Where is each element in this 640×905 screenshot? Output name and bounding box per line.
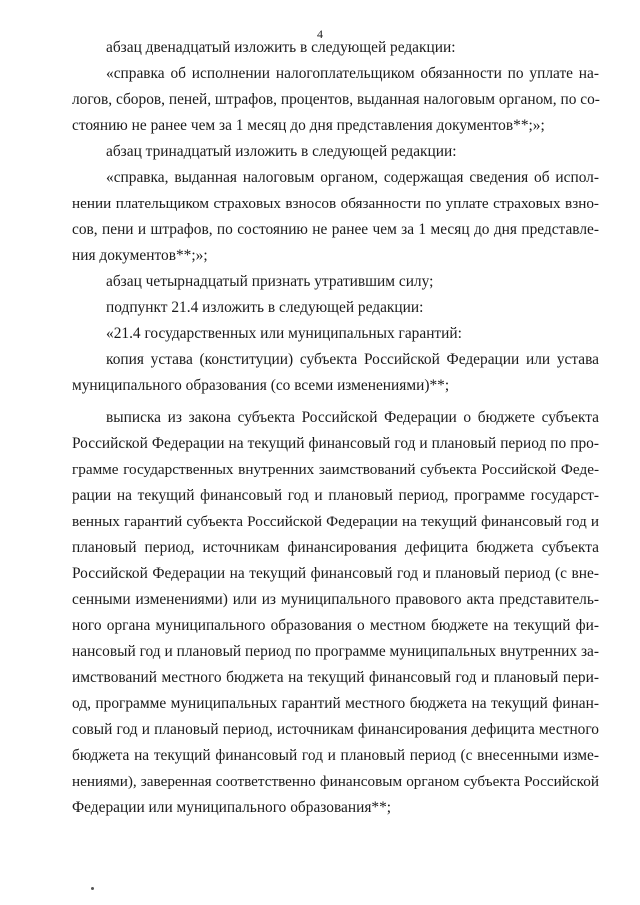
text-line: «справка об исполнении налогоплательщиком обязанности по уплате на-	[106, 65, 599, 82]
text-line: сенными изменениями) или из муниципального правового акта представитель-	[72, 591, 599, 608]
text-line: грамме государственных внутренних заимствований субъекта Российской Феде-	[72, 461, 599, 478]
text-line: венных гарантий субъекта Российской Федерации на текущий финансовый год и	[72, 513, 599, 530]
scan-speck	[91, 887, 94, 890]
text-line: муниципального образования (со всеми изменениями)**;	[72, 377, 450, 394]
text-line: бюджета на текущий финансовый год и плановый период (с внесенными изме-	[72, 747, 599, 764]
text-line: ного органа муниципального образования о местном бюджете на текущий фи-	[72, 617, 599, 634]
text-line: «21.4 государственных или муниципальных гарантий:	[106, 325, 462, 342]
text-line: «справка, выданная налоговым органом, содержащая сведения об испол-	[106, 169, 599, 186]
text-line: имствований местного бюджета на текущий финансовый год и плановый пери-	[72, 669, 599, 686]
text-line: Российской Федерации на текущий финансовый год и плановый период по про-	[72, 435, 599, 452]
text-line: абзац двенадцатый изложить в следующей редакции:	[106, 39, 456, 56]
text-line: абзац тринадцатый изложить в следующей редакции:	[106, 143, 457, 160]
text-line: сов, пени и штрафов, по состоянию не ранее чем за 1 месяц до дня представле-	[72, 221, 599, 238]
text-line: од, программе муниципальных гарантий местного бюджета на текущий финан-	[72, 695, 599, 712]
page-number: 4	[317, 27, 323, 41]
text-line: нениями), заверенная соответственно финансовым органом субъекта Российской	[72, 773, 599, 790]
text-line: нении плательщиком страховых взносов обязанности по уплате страховых взно-	[72, 195, 599, 212]
text-line: подпункт 21.4 изложить в следующей редакции:	[106, 299, 424, 316]
text-line: копия устава (конституции) субъекта Российской Федерации или устава	[106, 351, 599, 368]
text-line: абзац четырнадцатый признать утратившим силу;	[106, 273, 434, 290]
text-line: логов, сборов, пеней, штрафов, процентов, выданная налоговым органом, по со-	[72, 91, 600, 108]
text-line: Федерации или муниципального образования**;	[72, 799, 392, 816]
text-line: стоянию не ранее чем за 1 месяц до дня представления документов**;»;	[72, 117, 545, 134]
text-line: совый год и плановый период, источникам финансирования дефицита местного	[72, 721, 599, 738]
text-line: рации на текущий финансовый год и плановый период, программе государст-	[72, 487, 599, 504]
text-line: ния документов**;»;	[72, 247, 208, 264]
text-line: нансовый год и плановый период по программе муниципальных внутренних за-	[72, 643, 599, 660]
text-line: выписка из закона субъекта Российской Федерации о бюджете субъекта	[106, 409, 599, 426]
text-line: плановый период, источникам финансирования дефицита бюджета субъекта	[72, 539, 599, 556]
text-line: Российской Федерации на текущий финансовый год и плановый период (с вне-	[72, 565, 599, 582]
